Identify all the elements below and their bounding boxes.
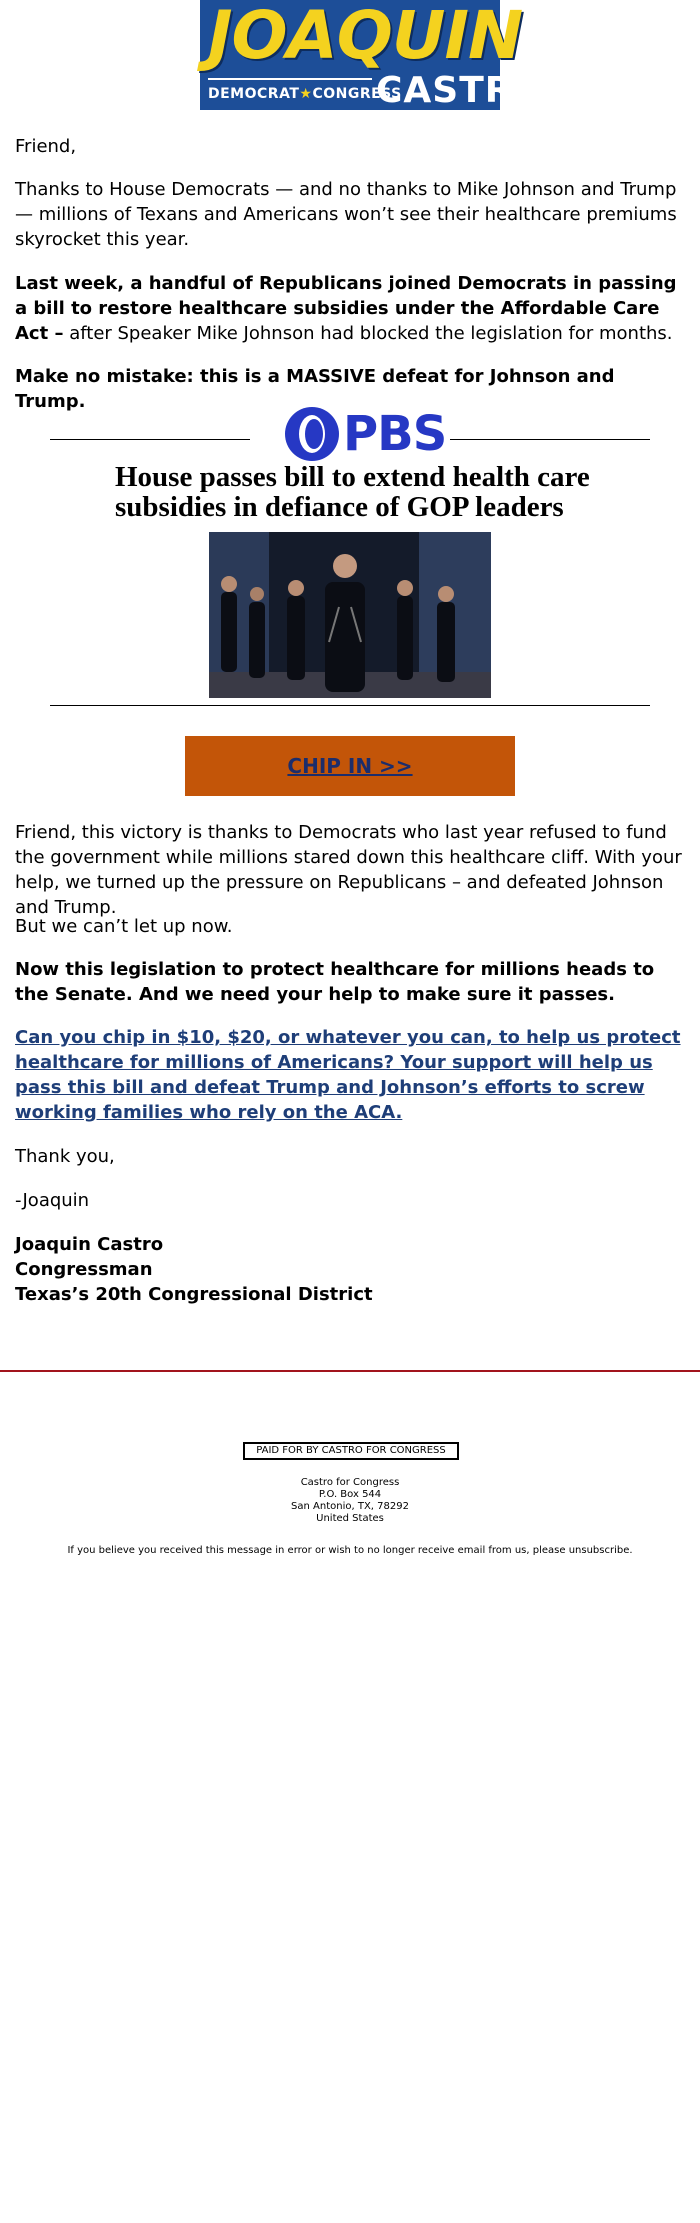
paid-for-disclaimer: PAID FOR BY CASTRO FOR CONGRESS xyxy=(243,1442,459,1460)
logo-congress: CONGRESS xyxy=(312,86,402,102)
address-country: United States xyxy=(316,1513,384,1524)
pbs-head-icon xyxy=(285,407,339,461)
sign-off: -Joaquin xyxy=(15,1190,90,1211)
paragraph-4: Friend, this victory is thanks to Democrats who last year refused to fund the government while millions stared down this healthcare cliff. With your help, we turned up the pressure on Republicans – and defeated Johnson and Trump. xyxy=(15,822,682,918)
paragraph-2 xyxy=(15,271,685,346)
address-box: P.O. Box 544 xyxy=(318,1489,382,1500)
news-rule-left xyxy=(50,439,250,440)
news-headline[interactable]: House passes bill to extend health care subsidies in defiance of GOP leaders xyxy=(115,461,590,523)
unsubscribe-text[interactable]: If you believe you received this message in error or wish to no longer receive email from us, please unsubscribe. xyxy=(67,1545,633,1556)
paragraph-3: Make no mistake: this is a MASSIVE defeat for Johnson and Trump. xyxy=(15,366,615,412)
logo-democrat: DEMOCRAT xyxy=(208,86,300,102)
paragraph-5: But we can’t let up now. xyxy=(15,916,233,937)
news-photo[interactable] xyxy=(209,532,491,698)
press-photo-illustration xyxy=(209,532,491,698)
address-org: Castro for Congress xyxy=(300,1477,400,1488)
mailing-address xyxy=(200,1477,500,1525)
campaign-logo xyxy=(200,0,546,111)
paragraph-1: Thanks to House Democrats — and no thanks to Mike Johnson and Trump — millions of Texans and Americans won’t see their healthcare premiums skyrocket this year. xyxy=(15,179,677,250)
logo-rule xyxy=(208,78,372,80)
star-icon: ★ xyxy=(299,86,313,102)
pbs-wordmark: PBS xyxy=(343,406,447,462)
signature-name: Joaquin Castro xyxy=(15,1234,164,1255)
logo-subtitle xyxy=(208,86,402,102)
address-city: San Antonio, TX, 78292 xyxy=(291,1501,409,1512)
paragraph-6: Now this legislation to protect healthcare for millions heads to the Senate. And we need your help to make sure it passes. xyxy=(15,959,655,1005)
paragraph-2-rest: after Speaker Mike Johnson had blocked the legislation for months. xyxy=(63,323,673,344)
donation-ask-link[interactable]: Can you chip in $10, $20, or whatever you can, to help us protect healthcare for millions of Americans? Your support will help us pass this bill and defeat Trump and Johnson’s efforts to screw working families who rely on the ACA. xyxy=(15,1027,681,1123)
signature-district: Texas’s 20th Congressional District xyxy=(15,1284,373,1305)
paragraph-2-bold: Last week, a handful of Republicans joined Democrats in passing a bill to restore healthcare subsidies under the Affordable Care Act – xyxy=(15,273,677,344)
signature-title: Congressman xyxy=(15,1259,153,1280)
thank-you: Thank you, xyxy=(15,1146,115,1167)
logo-last-name: CASTRO xyxy=(376,70,546,111)
greeting: Friend, xyxy=(15,136,77,157)
logo-first-name: JOAQUIN xyxy=(208,0,523,74)
news-rule-right xyxy=(450,439,650,440)
news-rule-bottom xyxy=(50,705,650,706)
chip-in-button[interactable]: CHIP IN >> xyxy=(185,736,515,796)
footer-divider xyxy=(0,1370,700,1372)
